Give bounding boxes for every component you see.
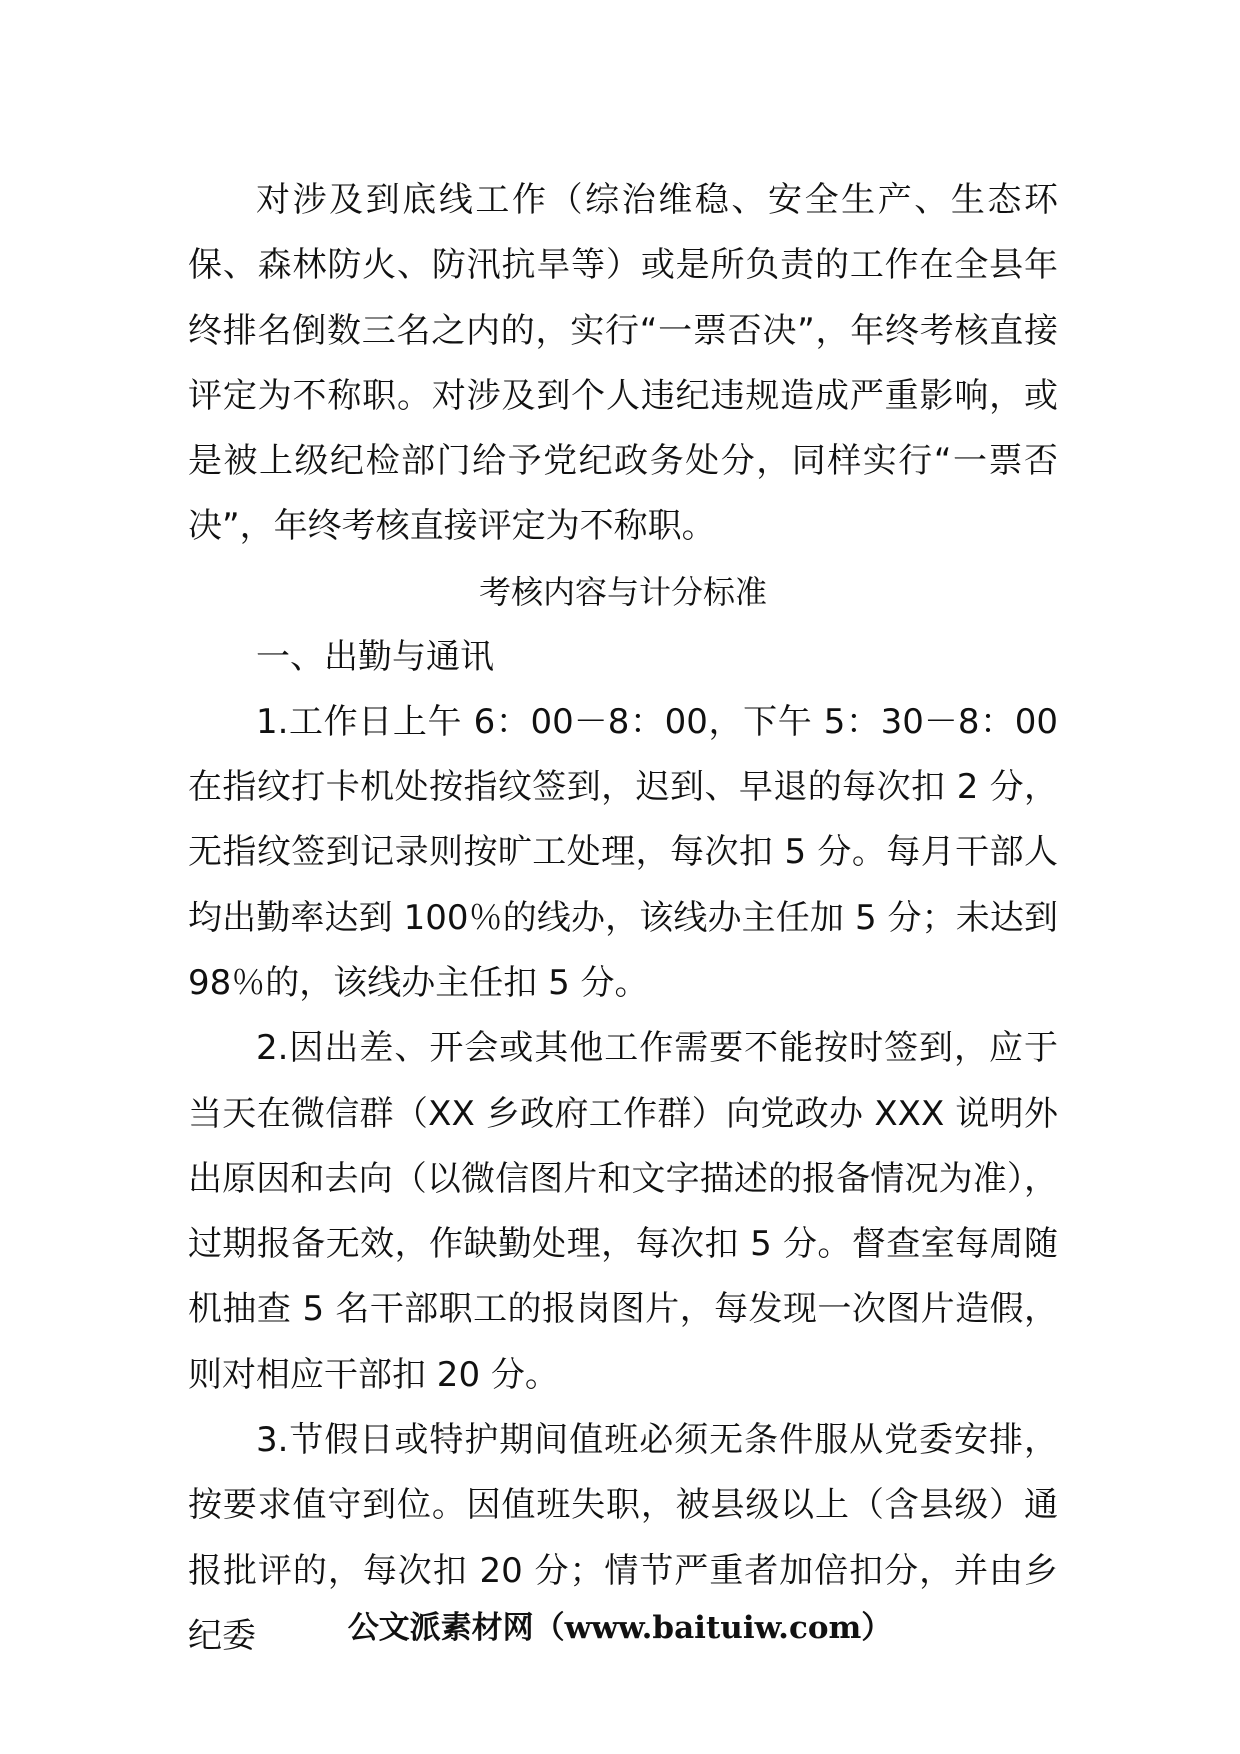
- subsection-title: 一、出勤与通讯: [256, 636, 494, 677]
- rule-item-1: 1.工作日上午 6：00－8：00，下午 5：30－8：00 在指纹打卡机处按指纹签到，迟到、早退的每次扣 2 分，无指纹签到记录则按旷工处理，每次扣 5 分。每月干部人均出勤率达到 100％的线办，该线办主任加 5 分；未达到 98％的，该线办主任扣 5 分。: [188, 701, 1058, 1003]
- rule-item-2: 2.因出差、开会或其他工作需要不能按时签到，应于当天在微信群（XX 乡政府工作群）向党政办 XXX 说明外出原因和去向（以微信图片和文字描述的报备情况为准），过期报备无效，作缺勤处理，每次扣 5 分。督查室每周随机抽查 5 名干部职工的报岗图片，每发现一次图片造假，则对相应干部扣 20 分。: [188, 1028, 1058, 1395]
- document-body: [188, 168, 1058, 1669]
- footer-watermark: 公文派素材网（www.baituiw.com）: [347, 1610, 893, 1646]
- section-title: 考核内容与计分标准: [478, 572, 767, 611]
- rule-item-3: 3.节假日或特护期间值班必须无条件服从党委安排，按要求值守到位。因值班失职，被县级以上（含县级）通报批评的，每次扣 20 分；情节严重者加倍扣分，并由乡纪委: [188, 1420, 1058, 1656]
- intro-paragraph: 对涉及到底线工作（综治维稳、安全生产、生态环保、森林防火、防汛抗旱等）或是所负责的工作在全县年终排名倒数三名之内的，实行“一票否决”，年终考核直接评定为不称职。对涉及到个人违纪违规造成严重影响，或是被上级纪检部门给予党纪政务处分，同样实行“一票否决”，年终考核直接评定为不称职。: [188, 180, 1058, 547]
